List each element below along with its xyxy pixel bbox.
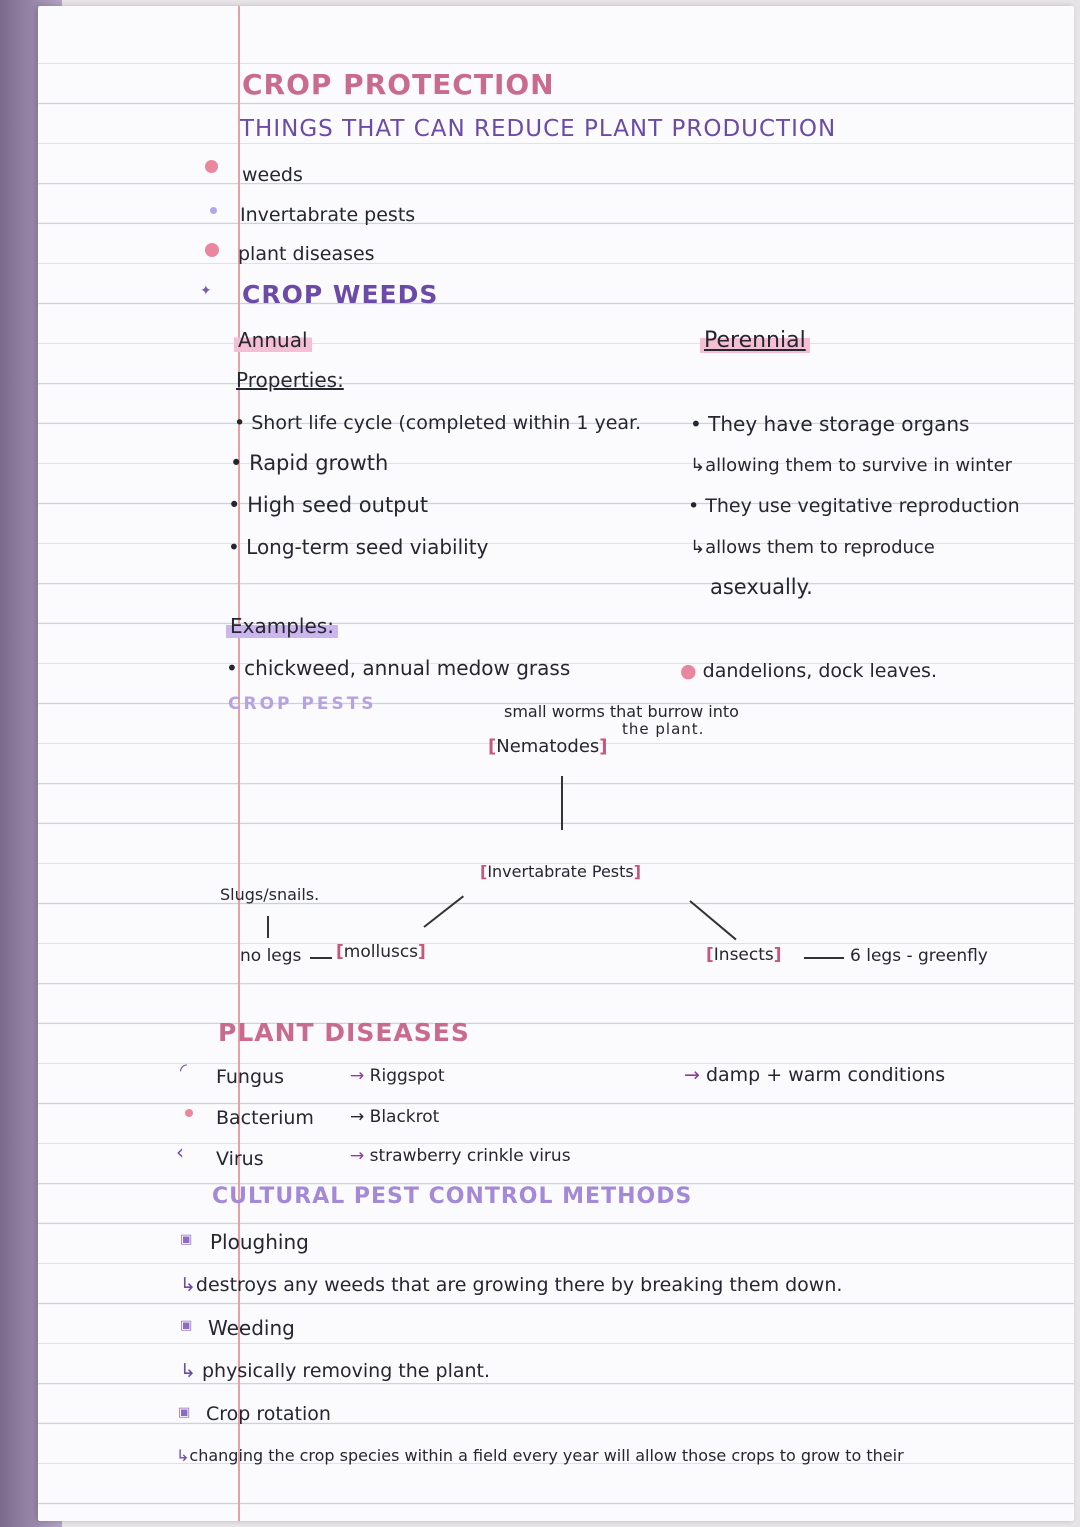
annual-prop: • Rapid growth <box>230 451 389 475</box>
nematode-note: the plant. <box>622 720 705 738</box>
invertebrate-pests-node: [Invertabrate Pests] <box>480 862 642 881</box>
reducer-item: weeds <box>242 164 303 186</box>
disease-bullet-icon: ◜ <box>180 1060 187 1081</box>
method-name: Crop rotation <box>206 1403 331 1425</box>
page-subtitle: THINGS THAT CAN REDUCE PLANT PRODUCTION <box>240 116 837 142</box>
reducer-item: Invertabrate pests <box>240 204 416 226</box>
method-name: Weeding <box>208 1316 295 1340</box>
bullet-icon <box>205 160 218 173</box>
method-desc: ↳changing the crop species within a field every year will allow those crops to grow to their <box>176 1446 904 1465</box>
disease-example: → Riggspot <box>350 1066 445 1086</box>
weeds-heading: CROP WEEDS <box>242 280 439 309</box>
diagram-connector <box>310 957 332 959</box>
insect-note: 6 legs - greenfly <box>850 946 988 966</box>
disease-type: Fungus <box>216 1066 284 1088</box>
disease-bullet-icon <box>185 1109 193 1117</box>
diagram-connector <box>561 776 563 830</box>
annual-examples: • chickweed, annual medow grass <box>226 656 571 680</box>
annual-prop: • Short life cycle (completed within 1 year. <box>234 412 642 434</box>
slugs-label: Slugs/snails. <box>220 885 320 904</box>
perennial-prop: ↳allowing them to survive in winter <box>690 455 1013 476</box>
diagram-connector <box>804 957 844 959</box>
nematodes-node: [Nematodes] <box>488 736 608 757</box>
perennial-prop: asexually. <box>710 575 813 599</box>
method-name: Ploughing <box>210 1230 309 1254</box>
properties-label: Properties: <box>236 368 344 392</box>
insects-node: [Insects] <box>706 945 782 965</box>
nematode-note: small worms that burrow into <box>504 702 739 721</box>
diseases-heading: PLANT DISEASES <box>218 1018 470 1047</box>
page-title: CROP PROTECTION <box>242 68 555 101</box>
method-bullet-icon: ▣ <box>178 1405 191 1420</box>
diagram-connector <box>267 916 269 938</box>
disease-example: → Blackrot <box>350 1107 440 1127</box>
no-legs-label: no legs <box>240 946 302 966</box>
disease-type: Bacterium <box>216 1107 314 1129</box>
disease-type: Virus <box>216 1148 264 1170</box>
method-bullet-icon: ▣ <box>180 1318 193 1333</box>
examples-label: Examples: <box>226 614 338 638</box>
disease-bullet-icon: ‹ <box>176 1140 184 1164</box>
molluscs-node: [molluscs] <box>336 942 426 962</box>
annual-prop: • High seed output <box>228 493 429 517</box>
annual-prop: • Long-term seed viability <box>228 535 489 559</box>
disease-example: → strawberry crinkle virus <box>350 1146 571 1166</box>
perennial-prop: ↳allows them to reproduce <box>690 537 935 558</box>
bullet-icon <box>205 243 219 257</box>
method-desc: ↳ physically removing the plant. <box>180 1360 491 1382</box>
method-desc: ↳destroys any weeds that are growing there by breaking them down. <box>180 1274 843 1296</box>
perennial-prop: • They use vegitative reproduction <box>688 495 1020 517</box>
perennial-label: Perennial <box>700 328 810 353</box>
cultural-heading: CULTURAL PEST CONTROL METHODS <box>212 1184 693 1209</box>
bullet-icon <box>210 207 217 214</box>
bullet-icon: ✦ <box>200 283 212 299</box>
perennial-examples: ● dandelions, dock leaves. <box>680 660 937 682</box>
annual-label: Annual <box>234 328 312 352</box>
method-bullet-icon: ▣ <box>180 1232 193 1247</box>
disease-condition: → damp + warm conditions <box>684 1064 946 1086</box>
reducer-item: plant diseases <box>238 243 375 265</box>
pests-heading: CROP PESTS <box>228 694 377 714</box>
perennial-prop: • They have storage organs <box>690 412 970 436</box>
